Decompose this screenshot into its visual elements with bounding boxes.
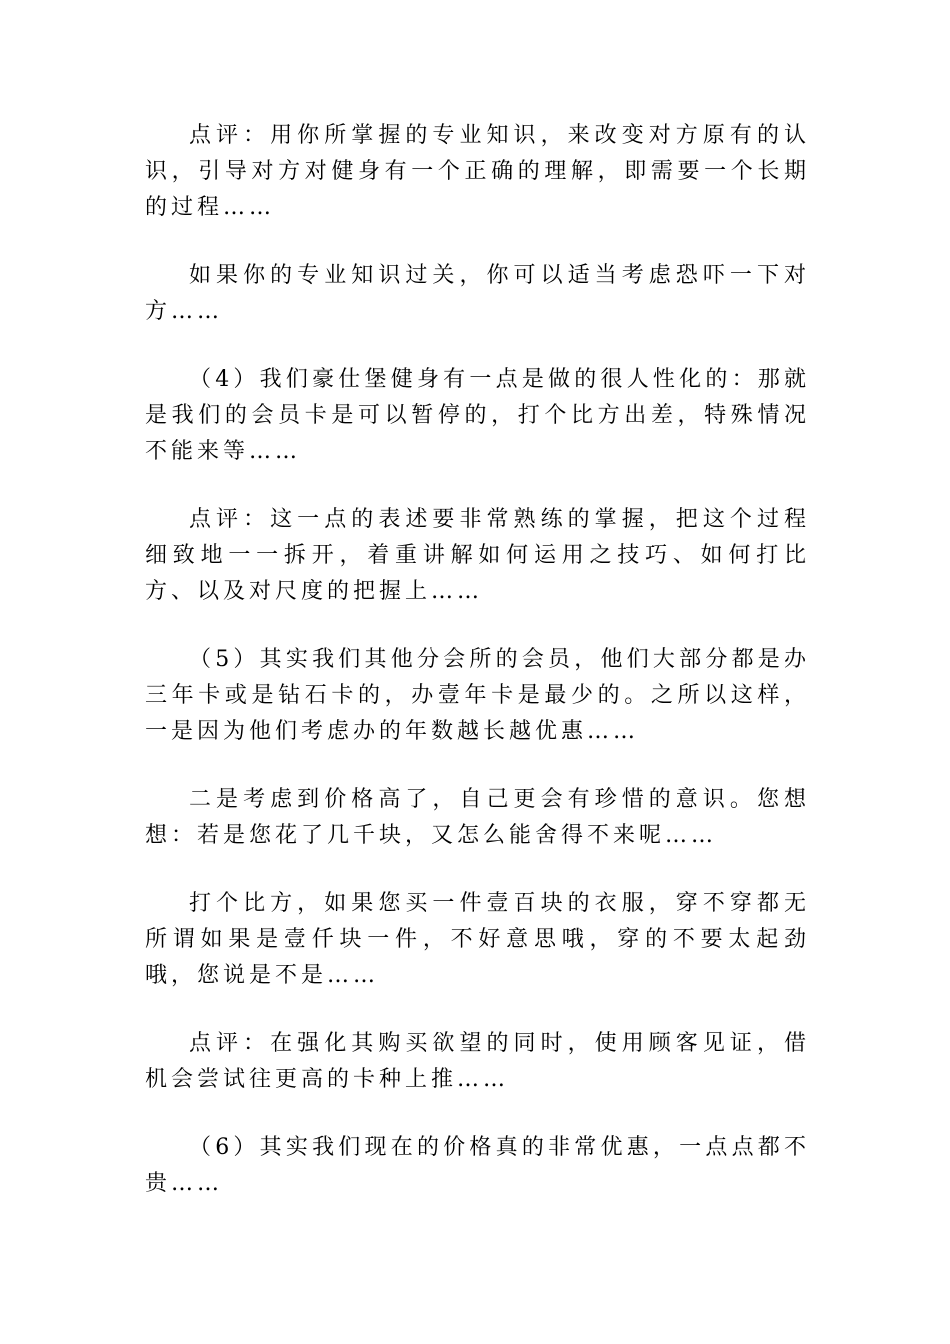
paragraph-comment-2: 点评：这一点的表述要非常熟练的掌握，把这个过程细致地一一拆开，着重讲解如何运用之技巧、如何打比方、以及对尺度的把握上…… bbox=[145, 507, 810, 604]
paragraph-professional-knowledge: 如果你的专业知识过关，你可以适当考虑恐吓一下对方…… bbox=[145, 263, 810, 324]
paragraph-point-6: （6）其实我们现在的价格真的非常优惠，一点点都不贵…… bbox=[145, 1135, 810, 1196]
paragraph-clothing-analogy: 打个比方，如果您买一件壹百块的衣服，穿不穿都无所谓如果是壹仟块一件，不好意思哦，穿的不要太起劲哦，您说是不是…… bbox=[145, 891, 810, 988]
paragraph-point-5: （5）其实我们其他分会所的会员，他们大部分都是办三年卡或是钻石卡的，办壹年卡是最少的。之所以这样，一是因为他们考虑办的年数越长越优惠…… bbox=[145, 647, 810, 744]
paragraph-comment-3: 点评：在强化其购买欲望的同时，使用顾客见证，借机会尝试往更高的卡种上推…… bbox=[145, 1031, 810, 1092]
paragraph-price-value: 二是考虑到价格高了，自己更会有珍惜的意识。您想想：若是您花了几千块，又怎么能舍得不来呢…… bbox=[145, 787, 810, 848]
paragraph-point-4: （4）我们豪仕堡健身有一点是做的很人性化的：那就是我们的会员卡是可以暂停的，打个比方出差，特殊情况不能来等…… bbox=[145, 367, 810, 464]
paragraph-comment-1: 点评：用你所掌握的专业知识，来改变对方原有的认识，引导对方对健身有一个正确的理解，即需要一个长期的过程…… bbox=[145, 123, 810, 220]
document-body bbox=[145, 118, 810, 1234]
